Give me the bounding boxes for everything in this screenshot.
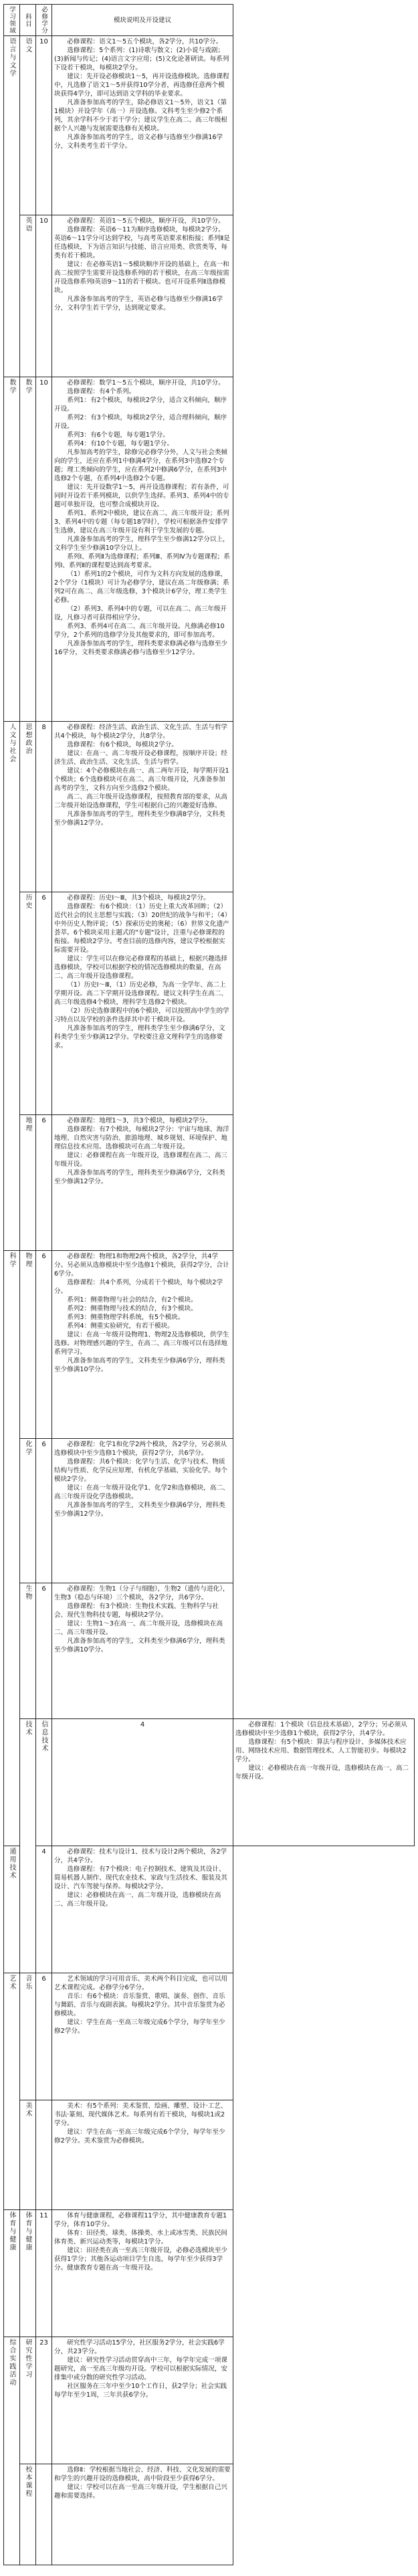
subject-cell [20, 1251, 36, 1439]
description-cell [52, 1583, 233, 1719]
credit-cell [36, 892, 52, 1115]
description-line: 系列2：侧重物理与技术的结合，有3个模块。 [67, 1305, 197, 1313]
credit-cell [52, 1719, 233, 1846]
description-line: （2）历史选修课程中的6个模块，可以按照高中学生的学习特点以及学校的条件选择其中若干模块开设。 [54, 1007, 229, 1024]
description-cell [52, 2464, 233, 2565]
description-cell [52, 1439, 233, 1583]
credit-value: 6 [41, 1117, 46, 1125]
description-line: 选修课程：共4个系列，分成若干个模块，每个模块2学分。 [54, 1279, 223, 1296]
description-line: 建议：先开设数学1～5，再开设选修课程；若有条件，可同时开设若干系列模块，以供学生选择。系列3、系列4中的专题可单独开设，也可整合成模块开设。 [54, 484, 229, 509]
description-line: 选修课程：英语6～11为顺序选修模块，每模块2学分。英语6～11学分可达到学校，与高考英语要求相衔接；系列Ⅱ是任选模块，下为语言知识与技能、语言应用类、欣赏类等，每类有若干模块。 [54, 226, 230, 260]
header-row [4, 5, 415, 36]
description-line: 凡准备参加高考的学生，理科类学生至少修满6学分，文科类学生至少修满12学分。学校要注意文理科学生的选修要求。 [54, 1025, 225, 1050]
description-line: 建议：必修模块在高一年级开设，选修模块在高一、高二年级开设。 [235, 1765, 409, 1781]
subject-label: 化学 [24, 1440, 31, 1457]
credit-value: 6 [41, 1975, 46, 1983]
subject-label: 研究性学习 [24, 2339, 31, 2379]
description-cell [52, 377, 233, 722]
description-line: 系列3、系列4可在高二、高三年级开设。凡修满必修10学分，2个系列的选修学分及其他要求的，即可参加高考。 [54, 623, 225, 639]
description-line: （1）历史Ⅰ～Ⅲ，（1）历史必修，为高一全学年、高二上学期开设。高二下学期开设选修课程。建议文科学生在高二、高三年级选修4个模块，理科学生选修2个模块。 [54, 981, 228, 1007]
credit-value: 6 [41, 894, 46, 902]
area-cell [4, 377, 20, 722]
table-row [4, 1719, 415, 1846]
description-line: 建议：研究性学习活动贯穿高中三年，每学年完成一项课题研究，高一至高三年级均开设。学校可以根据实际情况，安排集中或分散的研究性学习活动。 [54, 2357, 228, 2382]
description-line: 必修课程：生物1（分子与细胞），生物2（遗传与进化），生物3（稳态与环境）三个模块，各2学分，共6学分。 [54, 1585, 229, 1602]
credit-value: 11 [39, 2212, 48, 2220]
subject-label: 数学 [24, 379, 31, 395]
table-row [4, 377, 415, 722]
table-row [4, 1846, 415, 1973]
area-label: 语言与文学 [8, 37, 15, 78]
description-cell [52, 215, 233, 377]
table-row [4, 892, 415, 1115]
description-line: 建议：必修模块在高一、高二年级开设，选修模块在高二、高三年级开设。 [54, 1892, 221, 1908]
description-line: 系列Ⅰ、系列Ⅱ为选修课程；系列Ⅲ、系列Ⅳ为专题课程；系列Ⅰ、系列Ⅱ的课程要达到高考要求。 [54, 553, 230, 570]
description-line: 选修Ⅱ：学校根据当地社会、经济、科技、文化发展的需要和学生的兴趣开设的选修模块，高中阶段至少获得6学分。 [54, 2466, 231, 2483]
table-row [4, 2464, 415, 2565]
area-cell [4, 1973, 20, 2210]
subject-cell [4, 1846, 20, 1973]
subject-label: 地理 [24, 1116, 31, 1133]
credit-cell [36, 2210, 52, 2337]
table-row [4, 1115, 415, 1251]
subject-label: 生物 [24, 1585, 31, 1601]
subject-label: 校本课程 [24, 2466, 31, 2498]
description-line: 选修课程：有7个模块：电子控制技术、建筑及其设计、简易机器人制作、现代农业技术、家政与生活技术、服装及其设计、汽车驾驶与保养。每模块2学分。 [54, 1866, 228, 1891]
description-line: 凡准备参加高考的学生，文科类至少修满6学分，理科类至少修满10学分。 [54, 1638, 225, 1654]
subject-label: 体育与健康 [24, 2211, 31, 2252]
description-line: 选修课程：共6个模块：化学与生活、化学与技术、物质结构与性质、化学反应原理、有机化学基础、实验化学。每个模块2学分。 [54, 1458, 228, 1484]
description-line: （1）系列1的2个模块，可作为文科方向发展的选修课，2个学分（1模块）可计为必修学分，建议在高二年级修满；系列2可在高二、高三年级选修，3个模块计6学分，理工类学生必修。 [54, 571, 229, 605]
subject-label: 思想政治 [24, 723, 31, 756]
credit-cell [36, 1251, 52, 1439]
description-line: 凡参加高考的学生，除修完必修学分外，人文与社会类倾向的学生，还应在系列1中修满4学分，在系列3中选修2个专题；理工类倾向的学生，应在系列2中修满6学分，在系列3中选修2个专题，在系列4中选修2个专题。 [54, 449, 228, 483]
description-line: 必修课程：地理1～3，共3个模块，每模块2学分。 [67, 1117, 212, 1125]
subject-cell [20, 377, 36, 722]
page [0, 4, 418, 2576]
description-line: 必修课程：英语1～5五个模块，顺序开设，共10学分。 [67, 217, 225, 225]
description-line: 系列1：有2个模块，每模块2学分，适合文科倾向，顺序开设。 [54, 397, 227, 413]
description-line: 建议：学生可以在修完必修课程的基础上，根据兴趣选择选修模块，学校可以根据学校的情况选修模块的数量，在高二、高三年级开设选修课程。 [54, 955, 228, 981]
table-body [4, 36, 415, 2565]
credit-value: 10 [39, 379, 48, 387]
table-row [4, 2100, 415, 2210]
credit-cell [36, 215, 52, 377]
description-line: 系列4：有10个专题，每专题1学分。 [67, 440, 173, 448]
description-line: 建议：田径类在高一至高三年级开设，必修必选模块至少获得1学分；其他各运动项目学生自选，每学年至少获得3学分。健康教育专题在高一年级开设。 [54, 2247, 228, 2272]
description-line: 体育与健康课程，必修课程11学分，其中健康教育专题1学分，体育10学分。 [54, 2212, 227, 2229]
credit-cell [36, 722, 52, 892]
description-line: 凡准备参加高考的学生，文科类至少修满6学分，理科类至少修满12学分。 [54, 1502, 225, 1518]
description-line: 凡准备参加高考的学生，语文必修与选修至少修满16学分，文科类考生若干学分。 [54, 134, 223, 151]
area-label: 数学 [8, 379, 15, 395]
description-line: 系列2：有3个模块，每模块2学分，适合理科倾向，顺序开设。 [54, 414, 227, 431]
description-cell [52, 892, 233, 1115]
description-cell [52, 722, 233, 892]
header-desc: 模块说明及开设建议 [52, 5, 233, 36]
description-line: 高二、高三年级开设选修课程，按照教育部的要求，从高二年级开始设选修课程，学生可根据自己的兴趣爱好选修。 [54, 793, 228, 810]
credit-value: 23 [39, 2339, 48, 2347]
credit-value: 6 [41, 1253, 46, 1261]
description-line: 建议：学生在高一至高三年级完成6个学分，每学年至少修2学分。美术鉴赏为必修模块。 [54, 2128, 225, 2145]
description-line: 选修课程：有5个模块：算法与程序设计、多媒体技术应用、网络技术应用、数据管理技术、人工智能初步。每模块2学分。 [235, 1739, 407, 1764]
subject-cell [20, 1439, 36, 1583]
credit-cell [36, 2337, 52, 2464]
header-subject-text: 科目 [24, 13, 31, 27]
table-row [4, 722, 415, 892]
table-row [4, 1973, 415, 2100]
credit-cell [36, 1115, 52, 1251]
curriculum-table [3, 4, 415, 2565]
description-line: 系列3：侧重物理学科系统，有5个模块。 [67, 1314, 185, 1322]
description-cell [52, 2210, 233, 2337]
credit-cell [36, 1439, 52, 1583]
credit-cell [36, 2464, 52, 2565]
subject-label: 音乐 [24, 1975, 31, 1991]
subject-cell [20, 1115, 36, 1251]
description-line: 选修课程：有7个模块，每模块2学分：宇宙与地球、海洋地理、自然灾害与防治、旅游地理、城乡规划、环境保护、地理信息技术应用。选修模块可在高二年级开设。 [54, 1126, 229, 1151]
credit-cell [36, 2100, 52, 2210]
credit-cell [36, 1973, 52, 2100]
area-label: 体育与健康 [8, 2211, 15, 2252]
description-cell [52, 36, 233, 215]
description-line: 选修课程：有6个模块：（1）历史上重大改革回眸；（2）近代社会的民主思想与实践；（3）20世纪的战争与和平；（4）中外历史人物评说；（5）探索历史的奥秘；（6）世界文化遗产荟萃。6个模块采用主题式的"专题"设计，注重与必修课程的衔接。每模块2学分。考查目前的选修内容，建议学校根据实际需要开设。 [54, 903, 229, 955]
description-cell [233, 1719, 415, 1846]
area-label: 综合实践活动 [8, 2339, 15, 2387]
description-line: 建议：在必修英语1～5模块顺序开设的基础上，在高一和高二按照学生需要开设选修系列Ⅰ的若干模块，在高三年级按需开设选修系列Ⅰ英语9～11的若干模块。也可开设系列Ⅱ选修模块。 [54, 261, 229, 295]
description-line: 必修课程：1个模块（信息技术基础），2学分；另必须从选修模块中至少选修1个模块，获得2学分，共4学分。 [235, 1721, 407, 1738]
subject-cell [20, 1973, 36, 2100]
subject-cell [20, 2464, 36, 2565]
header-area-text: 学习领域 [8, 6, 15, 35]
description-line: 系列1：侧重物理与社会的结合，有2个模块。 [67, 1296, 197, 1304]
description-cell [52, 1973, 233, 2100]
description-line: 选修课程：有6个模块，每模块2学分。 [67, 741, 178, 749]
description-line: 建议：学生在高一至高三年级完成6个学分，每学年至少修2学分。 [54, 2019, 225, 2036]
area-cell [4, 722, 20, 1251]
table-row [4, 2210, 415, 2337]
description-cell [52, 1846, 233, 1973]
description-line: 建议：在高一年级开设化学1、化学2和选修模块，高二、高三年级开设化学选修模块。 [54, 1484, 229, 1501]
area-cell [20, 1719, 36, 1973]
description-line: 艺术领域的学习可用音乐、美术两个科目完成，也可以用艺术课程完成。必修学分6学分。 [54, 1975, 228, 1992]
description-line: 必修课程：语文1～5五个模块，各2学分，共10学分。 [67, 38, 223, 46]
description-line: 凡准备参加高考的学生，理科类至少修满6学分，文科类至少修满12学分。 [54, 1169, 225, 1186]
header-credit-text: 必修学分 [40, 6, 47, 35]
description-line: 选修课程：5个系列：(1)诗歌与散文；(2)小说与戏剧；(3)新闻与传记；(4)语言文字应用；(5)文化论著研读。每系列下设若干模块，每模块2学分。 [54, 47, 229, 72]
subject-label: 历史 [24, 894, 31, 910]
credit-cell [36, 1846, 52, 1973]
subject-label: 物理 [24, 1252, 31, 1269]
description-line: 凡准备参加高考的学生，英语必修与选修至少修满16学分，文科学生若干学分，达到规定要求。 [54, 296, 223, 312]
subject-label: 语文 [24, 37, 31, 54]
credit-value: 6 [41, 1585, 46, 1593]
table-row [4, 2337, 415, 2464]
subject-cell [20, 722, 36, 892]
credit-value: 6 [41, 1441, 46, 1449]
description-line: 系列4：侧重实验研究，有若干模块。 [67, 1322, 174, 1330]
header-credit [36, 5, 52, 36]
subject-cell [20, 2100, 36, 2210]
credit-value: 8 [41, 724, 46, 732]
description-line: 建议：在高一、高二年级开设必修课程，按顺序开设；经济生活、政治生活、文化生活、生活与哲学。 [54, 750, 228, 767]
description-line: 美术：有5个系列：美术鉴赏、绘画、雕塑、设计·工艺、书法·篆刻、现代媒体艺术。每系列有若干模块，每模块1或2学分。 [54, 2102, 227, 2128]
description-cell [52, 1115, 233, 1251]
area-label: 人文与社会 [8, 723, 15, 764]
description-line: 凡准备参加高考的学生，理科学生至少修满12学分以上，文科学生至少修满10学分以上。 [54, 536, 229, 553]
description-line: 选修课程：有3个模块：生物技术实践、生物科学与社会、现代生物科技专题，每模块2学分。 [54, 1603, 219, 1619]
description-line: 建议：在高一年级开设物理1、物理2及选修模块，供学生选修。对物理感兴趣的学生，在高二、高三年级可以有选择地系列学习。 [54, 1331, 229, 1357]
description-line: （2）系列3、系列4中的专题，可以在高二、高三年级开设，凡修习者可获得相应学分。 [54, 605, 227, 622]
description-line: 体育：田径类、球类、体操类、水上或冰雪类、民族民间体育类、新兴运动类等，每模块1学分。 [54, 2230, 228, 2246]
description-cell [52, 1251, 233, 1439]
description-line: 必修课程：经济生活、政治生活、文化生活、生活与哲学共4个模块，每个模块2学分，共8学分。 [54, 724, 228, 740]
subject-cell [20, 36, 36, 215]
table-row [4, 1583, 415, 1719]
description-line: 系列3：有6个专题，每专题1学分。 [67, 431, 169, 439]
description-line: 研究性学习活动15学分，社区服务2学分，社会实践6学分，共23学分。 [54, 2339, 225, 2356]
table-row [4, 36, 415, 215]
credit-value: 10 [39, 38, 48, 46]
area-cell [4, 1251, 20, 1846]
area-label: 技术 [24, 1720, 31, 1737]
subject-label: 信息技术 [40, 1720, 47, 1753]
credit-value: 10 [39, 217, 48, 225]
description-line: 音乐：有6个模块：音乐鉴赏、歌唱、演奏、创作、音乐与舞蹈、音乐与戏剧表演。每模块2学分。其中音乐鉴赏为必修模块。 [54, 1993, 225, 2018]
table-row [4, 215, 415, 377]
description-line: 凡准备参加高考的学生，除必修语文1～5外，语文1（第1模块）开设学年（高一）开设选修。文科考生至少修2个系列，其余学科不少于若干学分；建议学生在高二、高三年级根据个人兴趣与发展需要选修有关模块。 [54, 99, 228, 133]
description-line: 凡准备参加高考的学生，文科类至少修满6学分，理科类至少修满10学分。 [54, 1357, 225, 1374]
description-line: 必修课程：化学1和化学2两个模块，各2学分，另必须从选修模块中至少选修1个模块，获得2学分，共6学分。 [54, 1441, 227, 1458]
description-cell [52, 2100, 233, 2210]
credit-value: 4 [41, 1848, 46, 1856]
subject-cell [20, 892, 36, 1115]
header-subject [20, 5, 36, 36]
description-line: 建议：必修课程在高一年级开设，选修课程在高二、高三年级开设。 [54, 1152, 228, 1169]
area-cell [4, 2210, 20, 2337]
credit-cell [36, 36, 52, 215]
subject-cell [36, 1719, 52, 1846]
description-line: 建议：4个必修模块在高一、高二两年开设，每学期开设1个模块；6个选修模块可在高二、高三年级开设，凡准备参加高考的学生，文科方向至少选修2个模块。 [54, 767, 229, 793]
description-cell [52, 2337, 233, 2464]
description-line: 建议：先开设必修模块1～5，再开设选修模块。选修课程中，凡选修了语文1～5并获得10学分者，再选修任意两个模块获得4学分，即可达到语文学科的毕业要求。 [54, 73, 229, 98]
credit-cell [36, 1583, 52, 1719]
description-line: 必修课程：技术与设计1、技术与设计2两个模块，各2学分，共4学分。 [54, 1848, 227, 1865]
table-row [4, 1251, 415, 1439]
description-line: 必修课程：历史Ⅰ～Ⅲ，共3个模块，每模块2学分。 [67, 894, 210, 902]
table-row [4, 1439, 415, 1583]
description-line: 必修课程：物理1和物理2两个模块，各2学分，共4学分。另必须从选修模块中至少选修1个模块，获得2学分，合计6学分。 [54, 1253, 229, 1278]
credit-cell [36, 377, 52, 722]
description-line: 选修课程：有4个系列。 [67, 388, 136, 396]
subject-cell [20, 1583, 36, 1719]
subject-cell [20, 2337, 36, 2464]
area-cell [4, 36, 20, 377]
subject-label: 通用技术 [8, 1848, 15, 1880]
description-line: 建议：生物1～3在高一、高二年级开设，选修模块在高二、高三年级开设。 [54, 1620, 223, 1637]
area-label: 科学 [8, 1252, 15, 1269]
area-label: 艺术 [8, 1975, 15, 1991]
description-line: 凡准备参加高考的学生，理科类至少修满8学分，文科类至少修满12学分。 [54, 811, 225, 827]
subject-cell [20, 2210, 36, 2337]
subject-label: 英语 [24, 217, 31, 233]
description-line: 系列1、系列2中模块，建议在高二、高三年级开设；系列3、系列4中的专题（每专题18学时），学校可根据条件安排学生选修，建议在高三年级开设有利于学生发展的专题。 [54, 510, 229, 535]
description-line: 凡准备参加高考的学生，理科类要求修满必修与选修至少16学分，文科类要求修满必修与选修至少12学分。 [54, 640, 228, 657]
description-line: 必修课程：数学1～5五个模块，顺序开设，共10学分。 [67, 379, 225, 387]
description-line: 社区服务在三年中至少10个工作日，获2学分；社会实践每学年至少1周，三年共获6学分。 [54, 2383, 227, 2399]
credit-value: 4 [140, 1721, 145, 1729]
area-cell [4, 2337, 20, 2565]
subject-label: 美术 [24, 2102, 31, 2118]
header-area [4, 5, 20, 36]
description-line: 建议：学校可以在高一至高三年级开设，学生根据自己兴趣和需要选择。 [54, 2484, 228, 2500]
subject-cell [20, 215, 36, 377]
